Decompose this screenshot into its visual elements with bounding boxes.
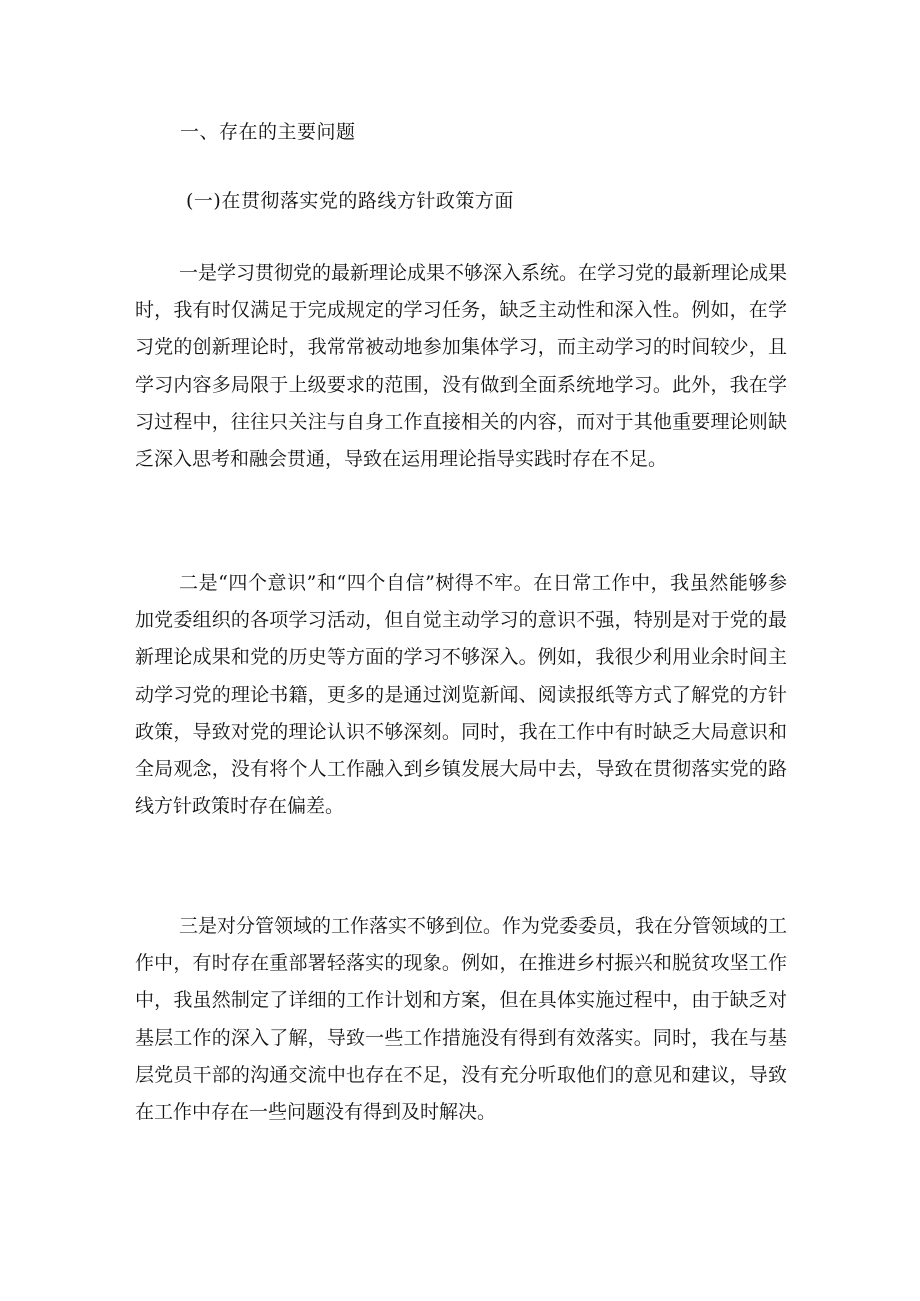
paragraph-2: 二是“四个意识”和“四个自信”树得不牢。在日常工作中，我虽然能够参加党委组织的各项学习活动，但自觉主动学习的意识不强，特别是对于党的最新理论成果和党的历史等方面的学习不够深入。例如，我很少利用业余时间主动学习党的理论书籍，更多的是通过浏览新闻、阅读报纸等方式了解党的方针政策，导致对党的理论认识不够深刻。同时，我在工作中有时缺乏大局意识和全局观念，没有将个人工作融入到乡镇发展大局中去，导致在贯彻落实党的路线方针政策时存在偏差。: [135, 572, 787, 818]
subsection-heading: (一)在贯彻落实党的路线方针政策方面: [186, 190, 514, 212]
paragraph-3: 三是对分管领域的工作落实不够到位。作为党委委员，我在分管领域的工作中，有时存在重部署轻落实的现象。例如，在推进乡村振兴和脱贫攻坚工作中，我虽然制定了详细的工作计划和方案，但在具体实施过程中，由于缺乏对基层工作的深入了解，导致一些工作措施没有得到有效落实。同时，我在与基层党员干部的沟通交流中也存在不足，没有充分听取他们的意见和建议，导致在工作中存在一些问题没有得到及时解决。: [135, 915, 788, 1124]
paragraph-1: 一是学习贯彻党的最新理论成果不够深入系统。在学习党的最新理论成果时，我有时仅满足于完成规定的学习任务，缺乏主动性和深入性。例如，在学习党的创新理论时，我常常被动地参加集体学习，而主动学习的时间较少，且学习内容多局限于上级要求的范围，没有做到全面系统地学习。此外，我在学习过程中，往往只关注与自身工作直接相关的内容，而对于其他重要理论则缺乏深入思考和融会贯通，导致在运用理论指导实践时存在不足。: [135, 262, 788, 471]
section-heading: 一、存在的主要问题: [180, 121, 356, 143]
